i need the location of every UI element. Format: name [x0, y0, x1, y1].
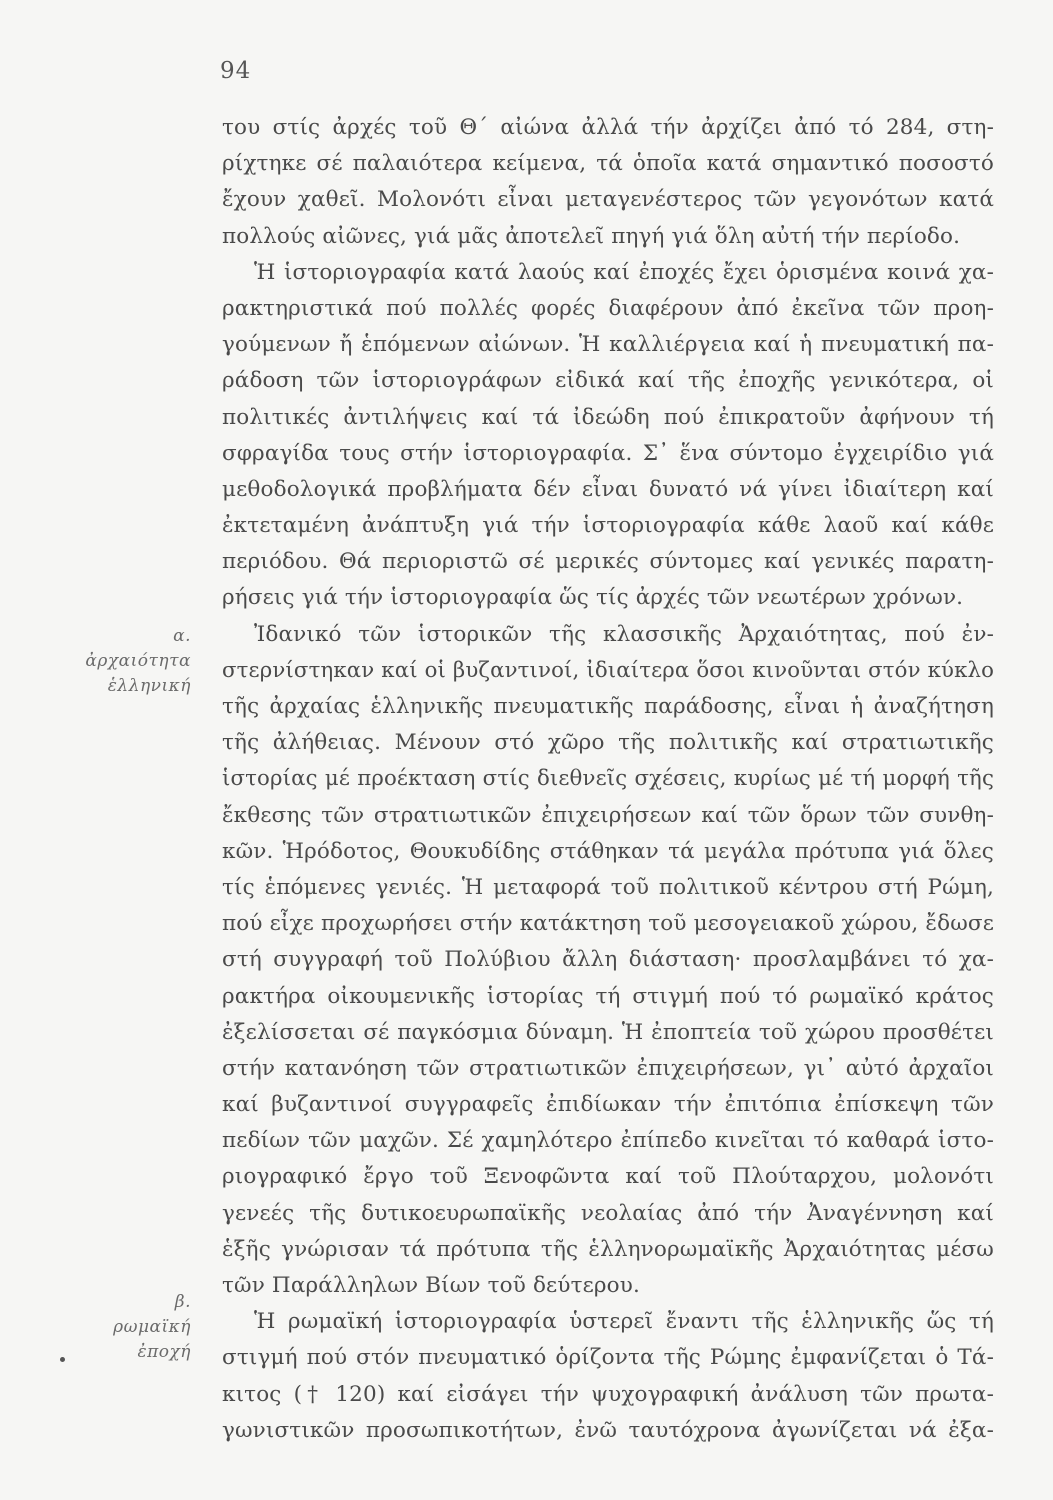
- text-line: ρακτήρα οἰκουμενικῆς ἱστορίας τή στιγμή πού τό ρωμαϊκό κράτος: [222, 983, 994, 1009]
- margin-bullet-mark: [60, 1357, 65, 1362]
- text-line: ράδοση τῶν ἱστοριογράφων εἰδικά καί τῆς ἐποχῆς γενικότερα, οἱ: [222, 368, 994, 394]
- text-line: γούμενων ἤ ἑπόμενων αἰώνων. Ἡ καλλιέργεια καί ἡ πνευματική πα-: [222, 332, 994, 358]
- text-line: τίς ἑπόμενες γενιές. Ἡ μεταφορά τοῦ πολιτικοῦ κέντρου στή Ρώμη,: [222, 874, 994, 900]
- text-line: τῆς ἀρχαίας ἑλληνικῆς πνευματικῆς παράδοσης, εἶναι ἡ ἀναζήτηση: [222, 694, 994, 719]
- margin-note-b-line2: ἐποχή: [137, 1342, 191, 1362]
- paragraph-start-line: Ἰδανικό τῶν ἱστορικῶν τῆς κλασσικῆς Ἀρχαιότητας, πού ἐν-: [254, 621, 994, 647]
- text-line: πολιτικές ἀντιλήψεις καί τά ἰδεώδη πού ἐπικρατοῦν ἀφήνουν τή: [222, 404, 994, 430]
- margin-note-ancient-greek: [85, 624, 191, 699]
- margin-note-a-line2: ἑλληνική: [107, 676, 191, 696]
- text-line: ἔχουν χαθεῖ. Μολονότι εἶναι μεταγενέστερος τῶν γεγονότων κατά: [222, 187, 994, 213]
- text-line: ριογραφικό ἔργο τοῦ Ξενοφῶντα καί τοῦ Πλούταρχου, μολονότι: [222, 1164, 994, 1190]
- text-line: ἱστορίας μέ προέκταση στίς διεθνεῖς σχέσεις, κυρίως μέ τή μορφή τῆς: [222, 766, 994, 792]
- margin-note-b-letter: β.: [174, 1292, 191, 1312]
- text-line: γωνιστικῶν προσωπικοτήτων, ἐνῶ ταυτόχρονα ἀγωνίζεται νά ἐξα-: [222, 1417, 994, 1443]
- text-line: πού εἶχε προχωρήσει στήν κατάκτηση τοῦ μεσογειακοῦ χώρου, ἔδωσε: [222, 911, 994, 937]
- text-line: μεθοδολογικά προβλήματα δέν εἶναι δυνατό νά γίνει ἰδιαίτερη καί: [222, 476, 994, 502]
- text-line: κιτος († 120) καί εἰσάγει τήν ψυχογραφική ἀνάλυση τῶν πρωτα-: [222, 1381, 994, 1407]
- text-line: πολλούς αἰῶνες, γιά μᾶς ἀποτελεῖ πηγή γιά ὅλη αὐτή τήν περίοδο.: [222, 223, 961, 249]
- margin-note-a-line1: ἀρχαιότητα: [85, 651, 191, 671]
- text-line: ἐκτεταμένη ἀνάπτυξη γιά τήν ἱστοριογραφία κάθε λαοῦ καί κάθε: [222, 513, 994, 539]
- margin-note-a-letter: α.: [173, 626, 191, 646]
- paragraph-start-line: Ἡ ἱστοριογραφία κατά λαούς καί ἐποχές ἔχει ὁρισμένα κοινά χα-: [254, 259, 994, 285]
- text-line: καί βυζαντινοί συγγραφεῖς ἐπιδίωκαν τήν ἐπιτόπια ἐπίσκεψη τῶν: [222, 1092, 994, 1118]
- text-line: ἑξῆς γνώρισαν τά πρότυπα τῆς ἑλληνορωμαϊκῆς Ἀρχαιότητας μέσω: [222, 1236, 994, 1262]
- margin-note-b-line1: ρωμαϊκή: [113, 1317, 191, 1337]
- text-line: ἔκθεσης τῶν στρατιωτικῶν ἐπιχειρήσεων καί τῶν ὅρων τῶν συνθη-: [222, 802, 994, 828]
- paragraph-start-line: Ἡ ρωμαϊκή ἱστοριογραφία ὑστερεῖ ἔναντι τῆς ἑλληνικῆς ὥς τή: [254, 1309, 994, 1335]
- text-line: ρακτηριστικά πού πολλές φορές διαφέρουν ἀπό ἐκεῖνα τῶν προη-: [222, 295, 994, 321]
- text-line: στή συγγραφή τοῦ Πολύβιου ἄλλη διάσταση· προσλαμβάνει τό χα-: [222, 947, 994, 973]
- margin-note-roman-era: [113, 1290, 191, 1365]
- text-line: στήν κατανόηση τῶν στρατιωτικῶν ἐπιχειρήσεων, γι᾽ αὐτό ἀρχαῖοι: [222, 1055, 994, 1081]
- text-line: του στίς ἀρχές τοῦ Θ΄ αἰώνα ἀλλά τήν ἀρχίζει ἀπό τό 284, στη-: [222, 115, 994, 140]
- text-line: στιγμή πού στόν πνευματικό ὁρίζοντα τῆς Ρώμης ἐμφανίζεται ὁ Τά-: [222, 1345, 994, 1371]
- text-line: κῶν. Ἡρόδοτος, Θουκυδίδης στάθηκαν τά μεγάλα πρότυπα γιά ὅλες: [222, 838, 994, 864]
- text-line: πεδίων τῶν μαχῶν. Σέ χαμηλότερο ἐπίπεδο κινεῖται τό καθαρά ἱστο-: [222, 1128, 994, 1154]
- body-text: [222, 110, 994, 1449]
- text-line: γενεές τῆς δυτικοευρωπαϊκῆς νεολαίας ἀπό τήν Ἀναγέννηση καί: [222, 1200, 994, 1226]
- text-line: ρήσεις γιά τήν ἱστοριογραφία ὥς τίς ἀρχές τῶν νεωτέρων χρόνων.: [222, 585, 964, 611]
- text-line: περιόδου. Θά περιοριστῶ σέ μερικές σύντομες καί γενικές παρατη-: [222, 549, 994, 575]
- text-line: τῶν Παράλληλων Βίων τοῦ δεύτερου.: [222, 1273, 640, 1298]
- text-line: στερνίστηκαν καί οἱ βυζαντινοί, ἰδιαίτερα ὅσοι κινοῦνται στόν κύκλο: [222, 657, 995, 683]
- page-number: 94: [220, 58, 252, 84]
- text-line: ρίχτηκε σέ παλαιότερα κείμενα, τά ὁποῖα κατά σημαντικό ποσοστό: [222, 151, 994, 177]
- text-line: σφραγίδα τους στήν ἱστοριογραφία. Σ᾽ ἕνα σύντομο ἐγχειρίδιο γιά: [222, 440, 994, 466]
- text-line: ἐξελίσσεται σέ παγκόσμια δύναμη. Ἡ ἐποπτεία τοῦ χώρου προσθέτει: [222, 1019, 994, 1045]
- text-line: τῆς ἀλήθειας. Μένουν στό χῶρο τῆς πολιτικῆς καί στρατιωτικῆς: [222, 730, 994, 756]
